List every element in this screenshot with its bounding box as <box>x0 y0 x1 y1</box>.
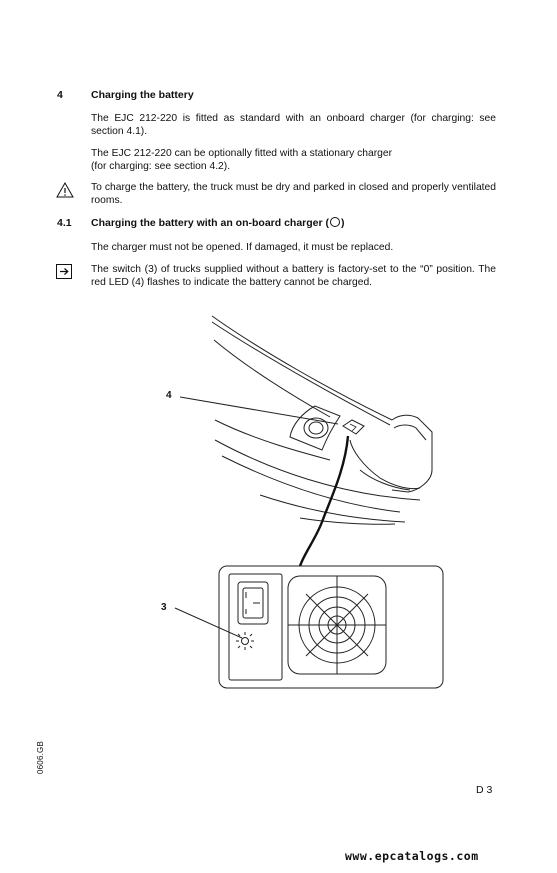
paragraph-stationary-charger <box>91 148 496 173</box>
note-text: The switch (3) of trucks supplied without a battery is factory-set to the “0” position. The red LED (4) flashes to indicate the battery cannot be charged. <box>91 264 496 288</box>
subsection-title-close: ) <box>341 217 345 229</box>
paragraph-line: (for charging: see section 4.2). <box>91 160 231 172</box>
circle-symbol-icon <box>330 217 340 227</box>
subsection-title-text: Charging the battery with an on-board charger ( <box>91 217 330 229</box>
warning-text: To charge the battery, the truck must be dry and parked in closed and properly ventilated rooms. <box>91 182 496 206</box>
section-title: Charging the battery <box>91 89 194 101</box>
callout-led: 4 <box>166 390 172 401</box>
page-number: D 3 <box>476 784 493 796</box>
footer-url[interactable]: www.epcatalogs.com <box>345 849 479 863</box>
subsection-title <box>91 217 345 229</box>
paragraph-charger-warning: The charger must not be opened. If damaged, it must be replaced. <box>91 242 394 253</box>
paragraph-line: The EJC 212-220 can be optionally fitted with a stationary charger <box>91 148 393 159</box>
section-number: 4 <box>57 89 63 101</box>
paragraph-onboard-charger: The EJC 212-220 is fitted as standard with an onboard charger (for charging: see section 4.1). <box>91 113 496 137</box>
subsection-number: 4.1 <box>57 217 72 229</box>
charger-diagram <box>150 308 450 708</box>
charger-illustration <box>150 308 450 708</box>
warning-triangle-icon <box>56 182 74 201</box>
document-code: 0606.GB <box>36 741 45 774</box>
callout-switch: 3 <box>161 602 167 613</box>
arrow-right-box-icon <box>56 264 72 282</box>
